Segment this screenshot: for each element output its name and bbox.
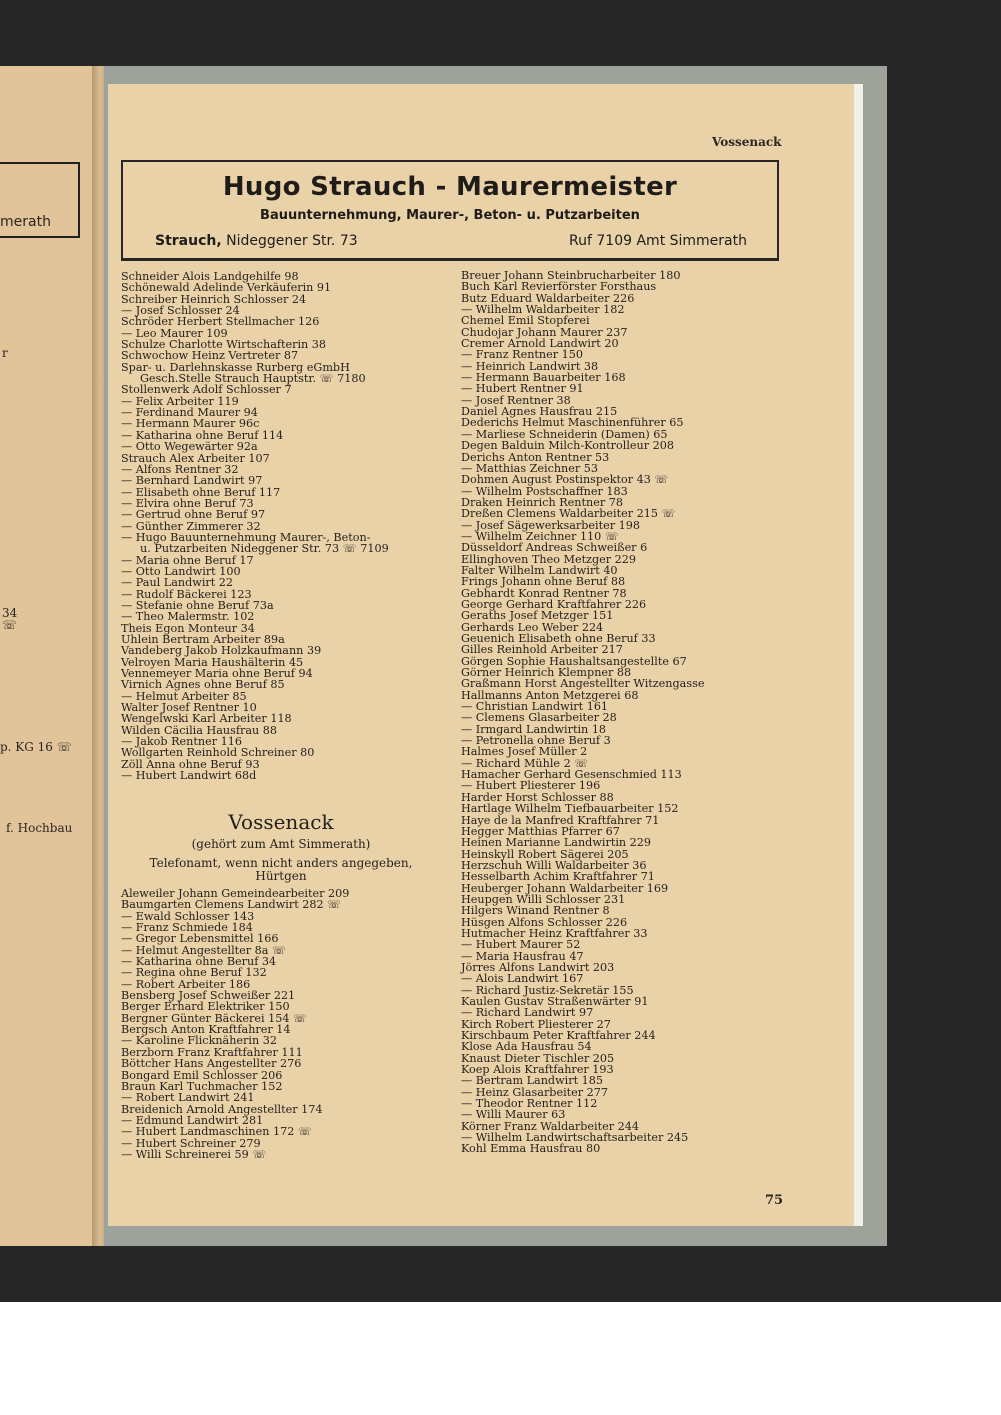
directory-entry: Vandeberg Jakob Holzkaufmann 39 (121, 644, 322, 658)
section-note-line: Telefonamt, wenn nicht anders angegeben, (149, 856, 413, 870)
directory-entry: Klose Ada Hausfrau 54 (461, 1040, 592, 1054)
directory-entry: Virnich Agnes ohne Beruf 85 (121, 678, 285, 692)
directory-entry: Degen Balduin Milch-Kontrolleur 208 (461, 439, 674, 453)
directory-entry: — Alois Landwirt 167 (461, 972, 584, 986)
directory-entry: Dohmen August Postinspektor 43 ☏ (461, 473, 669, 487)
directory-entry: Bergsch Anton Kraftfahrer 14 (121, 1023, 291, 1037)
directory-entry: Düsseldorf Andreas Schweißer 6 (461, 541, 648, 555)
directory-entry: — Otto Landwirt 100 (121, 564, 241, 578)
directory-entry: Görner Heinrich Klempner 88 (461, 666, 632, 680)
directory-entry: — Felix Arbeiter 119 (121, 394, 239, 408)
directory-entry: Breuer Johann Steinbrucharbeiter 180 (461, 269, 681, 282)
directory-entry: — Willi Maurer 63 (461, 1108, 566, 1122)
directory-entry: — Franz Schmiede 184 (121, 921, 253, 935)
directory-column-left (121, 271, 441, 781)
directory-entry: Schneider Alois Landgehilfe 98 (121, 270, 299, 283)
directory-entry: Draken Heinrich Rentner 78 (461, 495, 623, 509)
directory-entry: — Clemens Glasarbeiter 28 (461, 711, 617, 725)
directory-entry: Kirch Robert Pliesterer 27 (461, 1017, 611, 1031)
directory-entry: — Robert Landwirt 241 (121, 1091, 255, 1105)
directory-entry: — Katharina ohne Beruf 114 (121, 428, 284, 442)
directory-entry: Görgen Sophie Haushaltsangestellte 67 (461, 654, 687, 668)
directory-entry: Spar- u. Darlehnskasse Rurberg eGmbH (121, 360, 350, 374)
directory-entry: — Hubert Pliesterer 196 (461, 779, 601, 793)
directory-entry: — Ewald Schlosser 143 (121, 909, 255, 923)
directory-entry: Walter Josef Rentner 10 (121, 701, 257, 715)
directory-entry: — Paul Landwirt 22 (121, 576, 234, 590)
directory-entry: Aleweiler Johann Gemeindearbeiter 209 (121, 887, 350, 900)
directory-entry: — Günther Zimmerer 32 (121, 519, 261, 533)
directory-entry: Körner Franz Waldarbeiter 244 (461, 1119, 639, 1133)
directory-entry: George Gerhard Kraftfahrer 226 (461, 597, 647, 611)
directory-entry: Hüsgen Alfons Schlosser 226 (461, 915, 628, 929)
directory-entry: — Petronella ohne Beruf 3 (461, 734, 611, 748)
directory-column-left-lower (121, 888, 441, 1160)
directory-entry: — Richard Justiz-Sekretär 155 (461, 983, 634, 997)
directory-entry: Breidenich Arnold Angestellter 174 (121, 1102, 323, 1116)
directory-entry: — Maria Hausfrau 47 (461, 949, 584, 963)
phone-icon: ☏ (2, 618, 18, 632)
directory-entry: — Robert Arbeiter 186 (121, 977, 251, 991)
directory-entry: — Theo Malermstr. 102 (121, 610, 255, 624)
directory-entry: Hallmanns Anton Metzgerei 68 (461, 688, 639, 702)
directory-entry: Uhlein Bertram Arbeiter 89a (121, 633, 285, 646)
directory-entry: — Elisabeth ohne Beruf 117 (121, 485, 281, 499)
directory-entry: — Hubert Landwirt 68d (121, 769, 257, 783)
directory-entry: — Helmut Arbeiter 85 (121, 689, 247, 703)
directory-entry: — Wilhelm Zeichner 110 ☏ (461, 529, 619, 543)
previous-page (0, 66, 103, 1246)
directory-entry: Kaulen Gustav Straßenwärter 91 (461, 995, 649, 1008)
directory-entry: Ellinghoven Theo Metzger 229 (461, 552, 636, 566)
directory-entry: Heinskyll Robert Sägerei 205 (461, 847, 629, 861)
directory-entry: Berzborn Franz Kraftfahrer 111 (121, 1045, 303, 1059)
directory-entry: Dederichs Helmut Maschinenführer 65 (461, 416, 684, 430)
section-note (121, 857, 441, 883)
directory-entry: — Wilhelm Landwirtschaftsarbeiter 245 (461, 1131, 689, 1145)
directory-entry: — Heinz Glasarbeiter 277 (461, 1085, 609, 1099)
ad-address (155, 233, 358, 249)
directory-entry: — Gregor Lebensmittel 166 (121, 932, 279, 946)
directory-entry: Falter Wilhelm Landwirt 40 (461, 563, 618, 577)
directory-entry: Schönewald Adelinde Verkäuferin 91 (121, 281, 332, 295)
directory-entry: — Gertrud ohne Beruf 97 (121, 508, 266, 522)
directory-entry: — Bernhard Landwirt 97 (121, 474, 263, 488)
directory-entry: Strauch Alex Arbeiter 107 (121, 451, 270, 465)
directory-entry: — Helmut Angestellter 8a ☏ (121, 943, 286, 957)
directory-entry: Velroyen Maria Haushälterin 45 (121, 655, 304, 669)
directory-entry: Chemel Emil Stopferei (461, 314, 590, 328)
directory-entry: Harder Horst Schlosser 88 (461, 790, 614, 804)
advertisement-box (121, 160, 779, 261)
directory-entry: Schröder Herbert Stellmacher 126 (121, 315, 320, 329)
directory-entry: — Elvira ohne Beruf 73 (121, 496, 254, 510)
directory-entry: — Franz Rentner 150 (461, 348, 584, 362)
previous-page-fragment: p. KG 16 ☏ (0, 740, 72, 754)
previous-page-fragment: merath (0, 214, 51, 230)
previous-page-fragment: f. Hochbau (6, 821, 73, 835)
ad-title: Hugo Strauch - Maurermeister (222, 172, 678, 202)
directory-entry: Baumgarten Clemens Landwirt 282 ☏ (121, 898, 342, 912)
directory-entry: — Katharina ohne Beruf 34 (121, 955, 277, 969)
directory-entry: — Matthias Zeichner 53 (461, 461, 599, 475)
directory-entry: Hegger Matthias Pfarrer 67 (461, 824, 620, 838)
directory-entry: — Jakob Rentner 116 (121, 735, 242, 749)
directory-entry: — Irmgard Landwirtin 18 (461, 722, 607, 736)
directory-entry: Halmes Josef Müller 2 (461, 745, 588, 759)
directory-entry: — Hubert Landmaschinen 172 ☏ (121, 1125, 312, 1139)
directory-entry: Geuenich Elisabeth ohne Beruf 33 (461, 632, 656, 645)
directory-entry: u. Putzarbeiten Nideggener Str. 73 ☏ 7109 (140, 542, 389, 556)
directory-entry: — Bertram Landwirt 185 (461, 1074, 603, 1088)
directory-entry: Braun Karl Tuchmacher 152 (121, 1079, 283, 1093)
running-head: Vossenack (712, 135, 782, 149)
section-note-line: Hürtgen (255, 869, 307, 883)
directory-entry: — Hubert Rentner 91 (461, 382, 584, 396)
directory-entry: — Heinrich Landwirt 38 (461, 359, 599, 373)
directory-entry: — Hubert Maurer 52 (461, 938, 581, 952)
directory-entry: Frings Johann ohne Beruf 88 (461, 575, 626, 589)
directory-entry: Schulze Charlotte Wirtschafterin 38 (121, 338, 327, 352)
directory-entry: — Hugo Bauunternehmung Maurer-, Beton- (121, 530, 371, 544)
directory-entry: Heuberger Johann Waldarbeiter 169 (461, 881, 669, 895)
previous-page-fragment: r (2, 346, 8, 360)
directory-entry: Schwochow Heinz Vertreter 87 (121, 349, 299, 363)
directory-entry: — Richard Mühle 2 ☏ (461, 756, 589, 770)
directory-entry: — Maria ohne Beruf 17 (121, 553, 254, 567)
directory-entry: Wengelwski Karl Arbeiter 118 (121, 712, 292, 726)
directory-entry: — Ferdinand Maurer 94 (121, 406, 258, 420)
directory-entry: Chudojar Johann Maurer 237 (461, 325, 628, 339)
directory-entry: Gebhardt Konrad Rentner 78 (461, 586, 627, 600)
directory-column-right (461, 270, 761, 1155)
directory-entry: Stollenwerk Adolf Schlosser 7 (121, 383, 292, 397)
directory-entry: Schreiber Heinrich Schlosser 24 (121, 292, 307, 306)
directory-entry: Derichs Anton Rentner 53 (461, 450, 610, 464)
ad-name: Strauch, (155, 233, 222, 249)
directory-entry: Zöll Anna ohne Beruf 93 (121, 757, 260, 771)
directory-entry: Butz Eduard Waldarbeiter 226 (461, 291, 635, 305)
section-title: Vossenack (228, 810, 334, 834)
ad-street: Nideggener Str. 73 (221, 233, 358, 249)
directory-entry: — Christian Landwirt 161 (461, 700, 609, 714)
directory-entry: Hesselbarth Achim Kraftfahrer 71 (461, 870, 655, 884)
directory-entry: — Wilhelm Postschaffner 183 (461, 484, 628, 498)
directory-entry: Knaust Dieter Tischler 205 (461, 1051, 615, 1065)
directory-entry: Vennemeyer Maria ohne Beruf 94 (121, 667, 313, 681)
directory-entry: Wollgarten Reinhold Schreiner 80 (121, 746, 315, 760)
directory-entry: Hutmacher Heinz Kraftfahrer 33 (461, 926, 648, 940)
page-number: 75 (765, 1193, 784, 1208)
directory-entry: Daniel Agnes Hausfrau 215 (461, 405, 618, 419)
directory-entry: Berger Erhard Elektriker 150 (121, 1000, 290, 1014)
directory-entry: Koep Alois Kraftfahrer 193 (461, 1063, 614, 1077)
directory-entry: — Wilhelm Waldarbeiter 182 (461, 303, 625, 317)
directory-entry: Kohl Emma Hausfrau 80 (461, 1142, 601, 1156)
directory-entry: Böttcher Hans Angestellter 276 (121, 1057, 302, 1071)
directory-entry: Bongard Emil Schlosser 206 (121, 1068, 283, 1082)
directory-entry: — Regina ohne Beruf 132 (121, 966, 267, 980)
directory-entry: — Alfons Rentner 32 (121, 462, 239, 476)
directory-entry: — Josef Sägewerksarbeiter 198 (461, 518, 640, 532)
directory-entry: Heupgen Willi Schlosser 231 (461, 892, 626, 906)
directory-entry: Hamacher Gerhard Gesenschmied 113 (461, 768, 682, 782)
directory-entry: Gilles Reinhold Arbeiter 217 (461, 643, 623, 657)
directory-entry: — Richard Landwirt 97 (461, 1006, 594, 1020)
page-fore-edge (854, 84, 863, 1226)
section-subtitle: (gehört zum Amt Simmerath) (191, 837, 371, 851)
directory-entry: Heinen Marianne Landwirtin 229 (461, 836, 652, 850)
ad-subtitle: Bauunternehmung, Maurer-, Beton- u. Putzarbeiten (260, 208, 640, 223)
directory-entry: Haye de la Manfred Kraftfahrer 71 (461, 813, 660, 827)
directory-entry: Bensberg Josef Schweißer 221 (121, 989, 296, 1003)
directory-entry: Cremer Arnold Landwirt 20 (461, 337, 619, 351)
directory-entry: — Josef Rentner 38 (461, 393, 571, 407)
directory-entry: Theis Egon Monteur 34 (121, 621, 255, 635)
directory-entry: — Leo Maurer 109 (121, 326, 228, 340)
directory-entry: Bergner Günter Bäckerei 154 ☏ (121, 1011, 308, 1025)
directory-entry: — Hermann Maurer 96c (121, 417, 260, 431)
directory-entry: Jörres Alfons Landwirt 203 (461, 960, 615, 974)
directory-entry: Gerhards Leo Weber 224 (461, 620, 604, 634)
directory-entry: — Edmund Landwirt 281 (121, 1113, 264, 1127)
directory-entry: Gesch.Stelle Strauch Hauptstr. ☏ 7180 (140, 372, 366, 386)
directory-entry: — Otto Wegewärter 92a (121, 440, 258, 454)
directory-entry: — Willi Schreinerei 59 ☏ (121, 1147, 267, 1161)
directory-entry: Hartlage Wilhelm Tiefbauarbeiter 152 (461, 802, 679, 816)
directory-entry: — Stefanie ohne Beruf 73a (121, 598, 274, 612)
directory-entry: — Josef Schlosser 24 (121, 304, 240, 318)
directory-entry: — Theodor Rentner 112 (461, 1097, 598, 1111)
directory-entry: — Rudolf Bäckerei 123 (121, 587, 252, 601)
directory-entry: — Karoline Flicknäherin 32 (121, 1034, 277, 1048)
directory-entry: Kirschbaum Peter Kraftfahrer 244 (461, 1029, 656, 1043)
directory-entry: Wilden Cäcilia Hausfrau 88 (121, 723, 277, 737)
ad-phone: Ruf 7109 Amt Simmerath (569, 233, 747, 249)
directory-entry: Buch Karl Revierförster Forsthaus (461, 280, 657, 294)
directory-entry: Geraths Josef Metzger 151 (461, 609, 614, 623)
directory-entry: Dreßen Clemens Waldarbeiter 215 ☏ (461, 507, 676, 521)
directory-entry: Graßmann Horst Angestellter Witzengasse (461, 677, 705, 691)
directory-entry: — Hubert Schreiner 279 (121, 1136, 261, 1150)
previous-page-fragment: 34 (2, 606, 18, 620)
directory-entry: Hilgers Winand Rentner 8 (461, 904, 610, 918)
directory-entry: — Hermann Bauarbeiter 168 (461, 371, 626, 385)
directory-entry: — Marliese Schneiderin (Damen) 65 (461, 427, 668, 441)
directory-entry: Herzschuh Willi Waldarbeiter 36 (461, 858, 647, 872)
